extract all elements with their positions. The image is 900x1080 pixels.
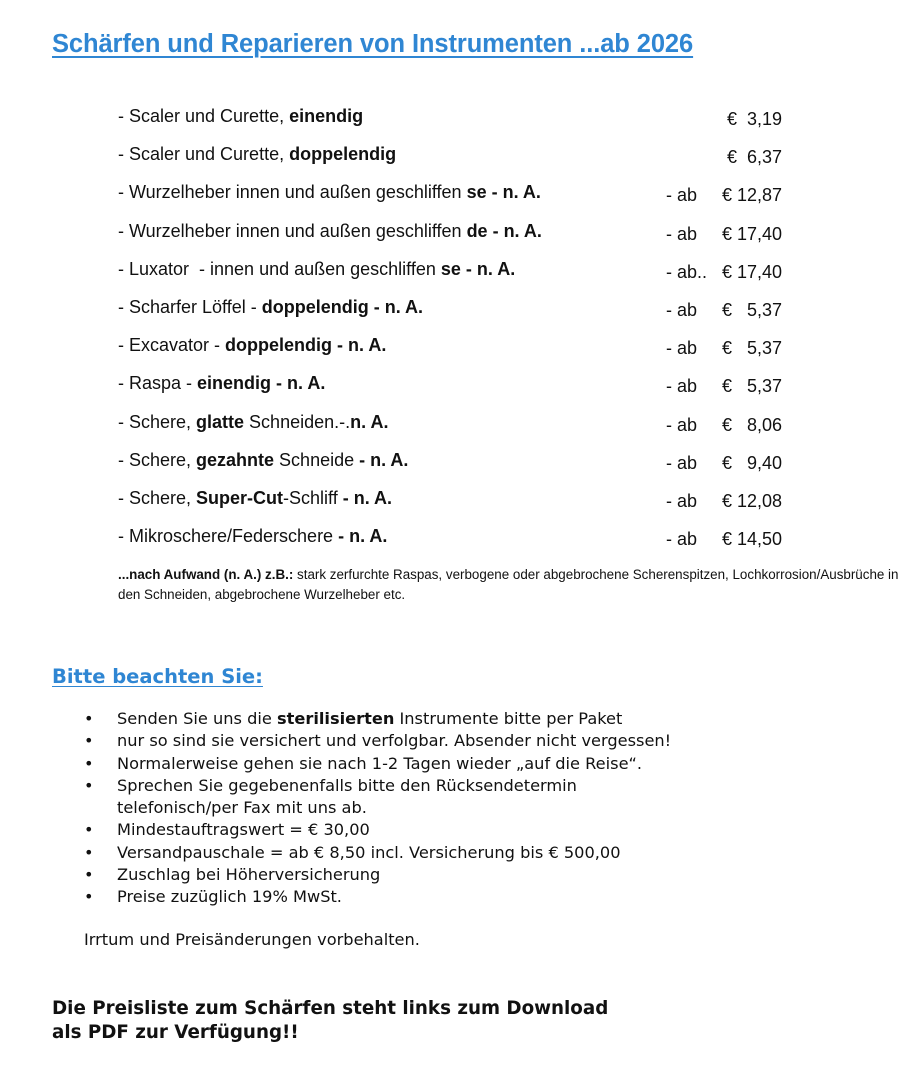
price-row-description: [118, 370, 325, 396]
description-part: - Wurzelheber innen und außen geschliffen: [118, 182, 467, 203]
price-row-description: [118, 409, 388, 435]
bullet-icon: •: [84, 775, 94, 795]
bullet-icon: •: [84, 865, 94, 885]
notice-text-part: nur so sind sie versichert und verfolgbar. Absender nicht vergessen!: [117, 731, 672, 751]
description-bold-part: einendig: [289, 106, 364, 126]
price-row: [118, 218, 788, 256]
notice-text-part: Zuschlag bei Höherversicherung: [117, 865, 381, 885]
notice-item: [84, 864, 677, 886]
description-bold-part: glatte: [196, 411, 245, 432]
description-bold-part: - n. A.: [338, 526, 388, 547]
notice-list: [84, 708, 677, 909]
bullet-icon: •: [84, 731, 94, 751]
price-value: € 9,40: [721, 452, 782, 473]
price-row-description: [118, 179, 541, 205]
notice-text-part: Normalerweise gehen sie nach 1-2 Tagen wieder „auf die Reise“.: [117, 753, 643, 773]
description-bold-part: gezahnte: [196, 449, 275, 470]
description-part: - Scharfer Löffel -: [118, 296, 262, 317]
description-part: -Schliff: [283, 487, 343, 508]
price-prefix: - ab: [666, 223, 698, 244]
price-value: € 8,06: [721, 414, 782, 435]
notice-item: [84, 842, 677, 864]
price-value: € 5,37: [721, 299, 782, 320]
price-value: € 17,40: [721, 223, 782, 244]
price-row: [118, 332, 788, 370]
price-row-description: [118, 294, 423, 320]
price-row-description: [118, 523, 387, 549]
description-part: - Schere,: [118, 487, 197, 508]
description-bold-part: de - n. A.: [466, 220, 542, 241]
description-bold-part: se - n. A.: [466, 182, 541, 203]
price-row: [118, 447, 788, 485]
description-bold-part: se - n. A.: [440, 258, 516, 279]
notice-text-part: Senden Sie uns die: [117, 709, 277, 728]
bullet-icon: •: [84, 887, 94, 907]
price-row-description: [118, 256, 515, 282]
price-row: [118, 523, 788, 561]
notice-item: [84, 775, 677, 820]
description-bold-part: doppelendig - n. A.: [261, 296, 424, 317]
notice-bold-part: sterilisierten: [277, 709, 395, 728]
price-prefix: - ab: [666, 414, 698, 435]
description-bold-part: doppelendig: [289, 144, 397, 165]
notice-text-part: Instrumente bitte per Paket: [394, 709, 623, 728]
notice-text-part: Sprechen Sie gegebenenfalls bitte den Rücksendetermin telefonisch/per Fax mit uns ab.: [117, 775, 577, 818]
price-value: € 5,37: [721, 338, 782, 359]
bullet-icon: •: [84, 709, 94, 728]
description-part: Schneiden.-.: [244, 411, 351, 432]
price-value: € 6,37: [726, 147, 782, 168]
price-list: [118, 103, 788, 561]
price-row-description: [118, 103, 363, 129]
notice-text-part: Mindestauftragswert = € 30,00: [117, 820, 370, 840]
price-row-description: [118, 332, 386, 358]
price-value: € 3,19: [726, 109, 782, 129]
effort-note: [118, 565, 900, 605]
description-part: - Wurzelheber innen und außen geschliffen: [118, 220, 467, 241]
download-note-line-1: Die Preisliste zum Schärfen steht links zum Download: [52, 998, 609, 1019]
price-row: [118, 179, 788, 217]
bullet-icon: •: [84, 820, 94, 840]
price-prefix: - ab: [666, 529, 698, 550]
download-note-line-2: als PDF zur Verfügung!!: [52, 1022, 299, 1043]
description-part: - Scaler und Curette,: [118, 144, 290, 165]
notice-item: [84, 708, 677, 730]
bullet-icon: •: [84, 842, 94, 862]
download-note: [52, 997, 608, 1045]
description-part: - Schere,: [118, 411, 197, 432]
description-bold-part: - n. A.: [342, 487, 393, 508]
price-row: [118, 370, 788, 408]
price-prefix: - ab: [666, 338, 698, 359]
price-row: [118, 256, 788, 294]
price-row: [118, 485, 788, 523]
notice-text-part: Preise zuzüglich 19% MwSt.: [117, 887, 342, 907]
page-title: Schärfen und Reparieren von Instrumenten ...ab 2026: [52, 30, 694, 58]
notice-item: [84, 886, 677, 908]
description-part: - Luxator - innen und außen geschliffen: [118, 258, 441, 279]
price-row: [118, 141, 788, 179]
price-value: € 14,50: [721, 529, 782, 550]
price-prefix: - ab..: [666, 261, 708, 282]
price-prefix: - ab: [666, 452, 698, 473]
price-prefix: - ab: [666, 185, 698, 206]
bullet-icon: •: [84, 753, 94, 773]
price-prefix: - ab: [666, 376, 698, 397]
notice-text-part: Versandpauschale = ab € 8,50 incl. Versicherung bis € 500,00: [117, 842, 621, 862]
description-bold-part: einendig - n. A.: [197, 373, 326, 394]
description-part: - Scaler und Curette,: [118, 106, 290, 126]
price-prefix: - ab: [666, 299, 698, 320]
description-part: - Raspa -: [118, 373, 198, 394]
price-row: [118, 409, 788, 447]
notice-item: [84, 753, 677, 775]
price-row: [118, 103, 788, 141]
price-row-description: [118, 447, 408, 473]
price-prefix: - ab: [666, 490, 698, 511]
price-value: € 12,87: [721, 185, 782, 206]
notice-item: [84, 730, 677, 752]
price-row-description: [118, 485, 392, 511]
description-part: - Excavator -: [118, 335, 226, 356]
description-bold-part: doppelendig - n. A.: [225, 335, 387, 356]
price-value: € 5,37: [721, 376, 782, 397]
price-value: € 17,40: [721, 261, 782, 282]
price-row-description: [118, 141, 396, 167]
description-part: - Schere,: [118, 449, 197, 470]
effort-note-text: stark zerfurchte Raspas, verbogene oder abgebrochene Scherenspitzen, Lochkorrosion/Ausbrüche in den Schneiden, abgebrochene Wurzelheber etc.: [118, 567, 899, 602]
description-bold-part: n. A.: [350, 411, 389, 432]
effort-note-label: ...nach Aufwand (n. A.) z.B.:: [118, 567, 294, 582]
price-row: [118, 294, 788, 332]
price-value: € 12,08: [721, 490, 782, 511]
description-part: Schneide: [274, 449, 360, 470]
notice-item: [84, 819, 677, 841]
description-bold-part: Super-Cut: [196, 487, 284, 508]
description-bold-part: - n. A.: [359, 449, 409, 470]
price-row-description: [118, 218, 542, 244]
disclaimer: Irrtum und Preisänderungen vorbehalten.: [84, 930, 420, 949]
notice-heading: Bitte beachten Sie:: [52, 665, 263, 688]
description-part: - Mikroschere/Federschere: [118, 526, 339, 547]
